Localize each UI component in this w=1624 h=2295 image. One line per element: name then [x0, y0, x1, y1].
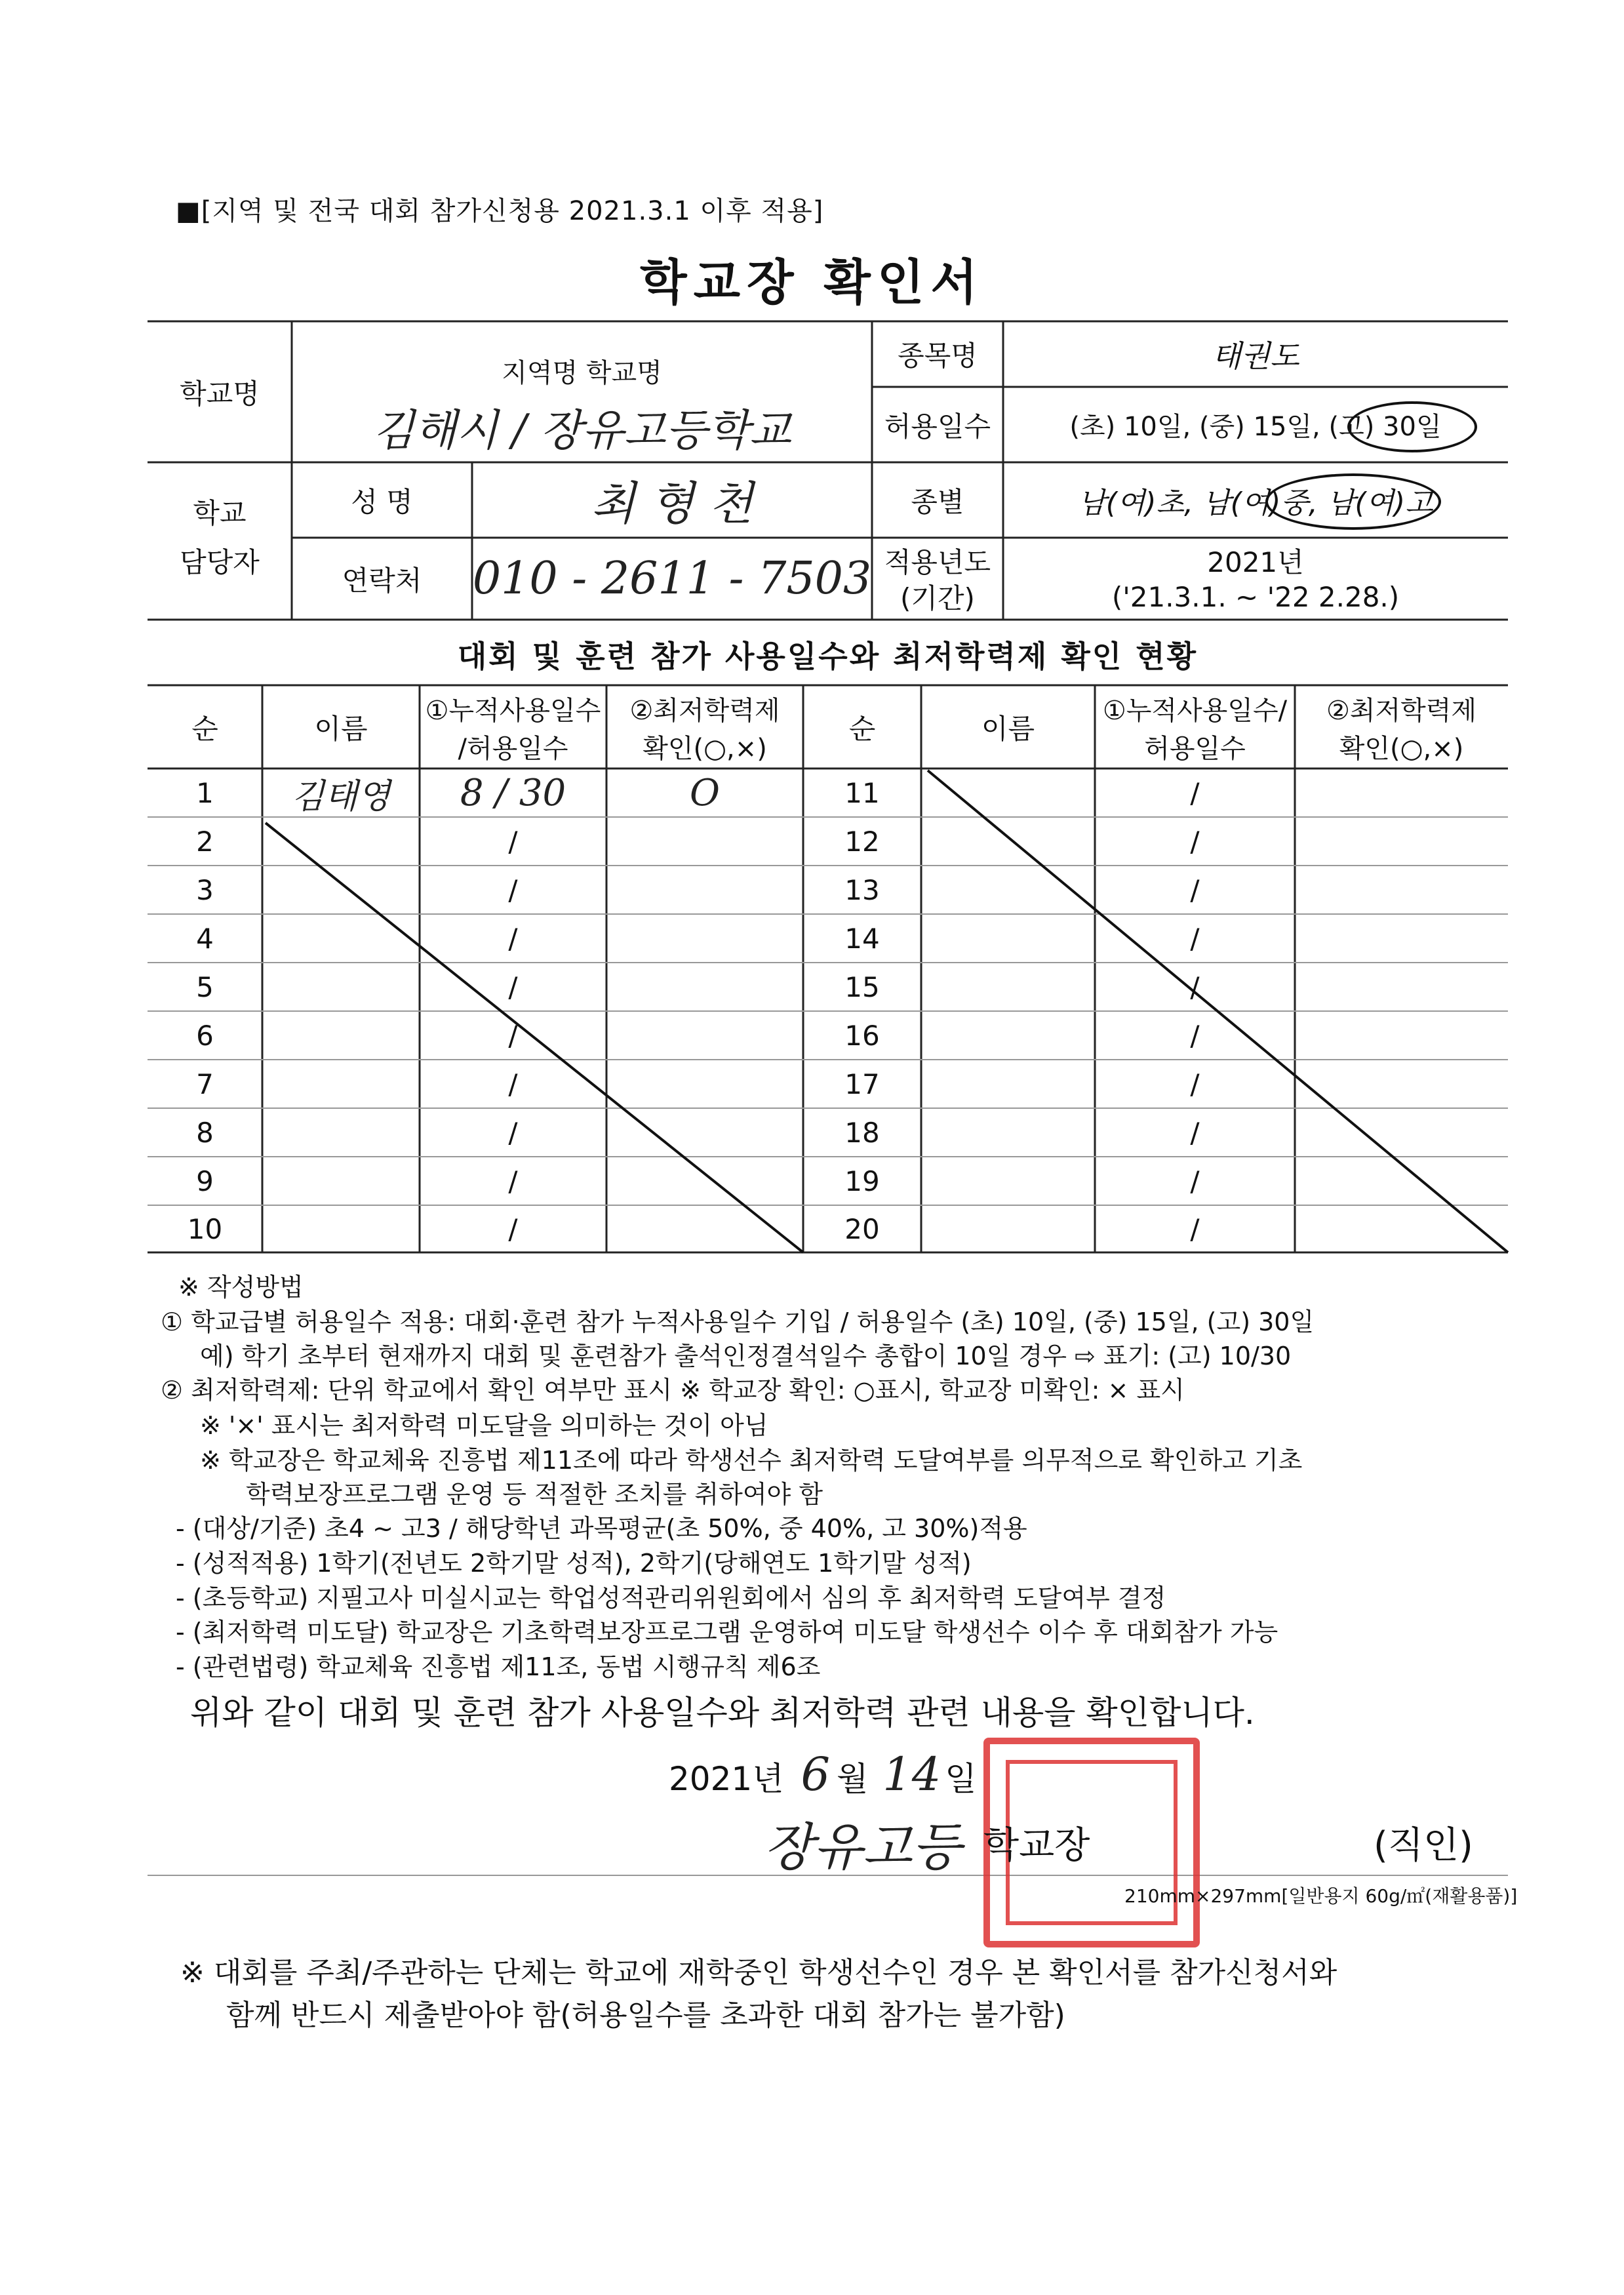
- category-circle: [1265, 473, 1441, 530]
- row-used: /: [1190, 922, 1200, 955]
- row-no: 3: [196, 873, 214, 906]
- contact-value: 010 - 2611 - 7503: [472, 553, 872, 605]
- row-used: /: [1190, 873, 1200, 906]
- row-no: 16: [844, 1019, 880, 1052]
- note-line: - (성적적용) 1학기(전년도 2학기말 성적), 2학기(당해연도 1학기말 성적): [176, 1549, 972, 1578]
- header-min-left-1: ②최저학력제: [629, 695, 780, 726]
- row-no: 13: [844, 873, 880, 906]
- confirm-text: 위와 같이 대회 및 훈련 참가 사용일수와 최저학력 관련 내용을 확인합니다.: [190, 1694, 1255, 1732]
- manager-label-line1: 학교: [193, 497, 247, 529]
- allowed-days-circle: [1347, 401, 1477, 452]
- note-line: 예) 학기 초부터 현재까지 대회 및 훈련참가 출석인정결석일수 총합이 10일 경우 ⇨ 표기: (고) 10/30: [200, 1342, 1292, 1370]
- sport-value: 태권도: [1212, 338, 1299, 374]
- row-used: /: [508, 825, 518, 858]
- header-note: ■[지역 및 전국 대회 참가신청용 2021.3.1 이후 적용]: [176, 196, 824, 226]
- row-name: 김태영: [291, 776, 391, 816]
- header-used-left-2: /허용일수: [458, 733, 568, 764]
- date-year: 2021년: [669, 1760, 784, 1798]
- date-month: 6: [801, 1747, 830, 1801]
- date-line: [669, 1747, 977, 1801]
- header-used-right-1: ①누적사용일수/: [1102, 695, 1288, 726]
- signature-school: 장유고등: [764, 1818, 962, 1877]
- row-used: /: [508, 1165, 518, 1197]
- note-line: ② 최저학력제: 단위 학교에서 확인 여부만 표시 ※ 학교장 확인: ○표시, 학교장 미확인: × 표시: [161, 1376, 1185, 1405]
- header-used-right-2: 허용일수: [1144, 733, 1246, 764]
- bottom-note-1: ※ 대회를 주최/주관하는 단체는 학교에 재학중인 학생선수인 경우 본 확인서를 참가신청서와: [180, 1956, 1337, 1989]
- row-used: /: [1190, 1068, 1200, 1100]
- row-no: 17: [844, 1068, 880, 1100]
- year-label-line2: (기간): [900, 582, 975, 614]
- header-name-right: 이름: [981, 712, 1035, 745]
- row-used: /: [1190, 776, 1200, 809]
- row-no: 12: [844, 825, 880, 858]
- row-used: /: [508, 970, 518, 1003]
- row-used: /: [1190, 1019, 1200, 1052]
- note-line: - (초등학교) 지필고사 미실시교는 학업성적관리위원회에서 심의 후 최저학력 도달여부 결정: [176, 1584, 1166, 1612]
- year-value-line2: ('21.3.1. ~ '22 2.28.): [1111, 580, 1400, 613]
- category-value: 남(여)초, 남(여)중, 남(여)고: [1078, 486, 1433, 520]
- date-month-unit: 월: [837, 1760, 869, 1798]
- row-no: 15: [844, 970, 880, 1003]
- row-no: 19: [844, 1165, 880, 1197]
- row-no: 9: [196, 1165, 214, 1197]
- allowed-days-value: (초) 10일, (중) 15일, (고) 30일: [1069, 412, 1442, 442]
- year-value-line1: 2021년: [1207, 546, 1304, 578]
- note-line: ※ 작성방법: [178, 1273, 304, 1302]
- paper-spec: 210mm×297mm[일반용지 60g/㎡(재활용품)]: [1124, 1885, 1518, 1907]
- row-no: 18: [844, 1116, 880, 1149]
- contact-label: 연락처: [342, 564, 422, 597]
- allowed-days-label: 허용일수: [884, 410, 991, 443]
- note-line: ① 학교급별 허용일수 적용: 대회·훈련 참가 누적사용일수 기입 / 허용일수 (초) 10일, (중) 15일, (고) 30일: [161, 1307, 1315, 1336]
- table-title: 대회 및 훈련 참가 사용일수와 최저학력제 확인 현황: [457, 638, 1198, 674]
- row-used: /: [508, 1019, 518, 1052]
- row-no: 10: [187, 1212, 223, 1245]
- signature-title: 학교장: [983, 1824, 1090, 1867]
- note-line: - (최저학력 미도달) 학교장은 기초학력보장프로그램 운영하여 미도달 학생선수 이수 후 대회참가 가능: [176, 1618, 1278, 1646]
- header-name-left: 이름: [314, 712, 368, 745]
- row-used: /: [508, 922, 518, 955]
- note-line: - (대상/기준) 초4 ~ 고3 / 해당학년 과목평균(초 50%, 중 40%, 고 30%)적용: [176, 1514, 1027, 1543]
- row-used: /: [508, 873, 518, 906]
- date-day: 14: [882, 1747, 941, 1801]
- row-no: 6: [196, 1019, 214, 1052]
- header-min-left-2: 확인(○,×): [643, 733, 767, 764]
- school-label: 학교명: [180, 377, 260, 410]
- row-no: 7: [196, 1068, 214, 1100]
- row-used: /: [1190, 1116, 1200, 1149]
- row-used: 8 / 30: [460, 771, 566, 814]
- sport-label: 종목명: [898, 340, 978, 372]
- school-value: 김해시 / 장유고등학교: [372, 405, 791, 456]
- bottom-note-2: 함께 반드시 제출받아야 함(허용일수를 초과한 대회 참가는 불가함): [226, 1999, 1065, 2032]
- row-no: 5: [196, 970, 214, 1003]
- row-check: O: [690, 771, 720, 814]
- row-no: 14: [844, 922, 880, 955]
- row-no: 1: [196, 776, 214, 809]
- name-label: 성 명: [351, 485, 413, 518]
- header-used-left-1: ①누적사용일수: [425, 695, 601, 726]
- manager-label-line2: 담당자: [180, 546, 260, 578]
- row-no: 20: [844, 1212, 880, 1245]
- note-line: - (관련법령) 학교체육 진흥법 제11조, 동법 시행규칙 제6조: [176, 1652, 821, 1681]
- row-no: 2: [196, 825, 214, 858]
- header-min-right-2: 확인(○,×): [1339, 733, 1464, 764]
- row-used: /: [1190, 970, 1200, 1003]
- header-no-right: 순: [848, 712, 876, 745]
- date-day-unit: 일: [945, 1760, 977, 1798]
- row-used: /: [1190, 825, 1200, 858]
- row-used: /: [508, 1212, 518, 1245]
- category-label: 종별: [911, 485, 964, 518]
- page-title: 학교장 확인서: [640, 254, 984, 311]
- row-used: /: [508, 1116, 518, 1149]
- note-line: ※ 학교장은 학교체육 진흥법 제11조에 따라 학생선수 최저학력 도달여부를 의무적으로 확인하고 기초: [200, 1446, 1303, 1475]
- header-no-left: 순: [191, 712, 218, 745]
- row-used: /: [1190, 1165, 1200, 1197]
- row-used: /: [508, 1068, 518, 1100]
- row-no: 11: [844, 776, 880, 809]
- note-line: 학력보장프로그램 운영 등 적절한 조치를 취하여야 함: [246, 1480, 823, 1509]
- name-value: 최 형 천: [591, 477, 753, 530]
- school-sub-label: 지역명 학교명: [502, 357, 662, 388]
- row-no: 8: [196, 1116, 214, 1149]
- header-min-right-1: ②최저학력제: [1326, 695, 1477, 726]
- stamp-label: (직인): [1374, 1824, 1473, 1867]
- year-label-line1: 적용년도: [884, 546, 991, 578]
- row-used: /: [1190, 1212, 1200, 1245]
- row-no: 4: [196, 922, 214, 955]
- note-line: ※ '×' 표시는 최저학력 미도달을 의미하는 것이 아님: [200, 1411, 768, 1440]
